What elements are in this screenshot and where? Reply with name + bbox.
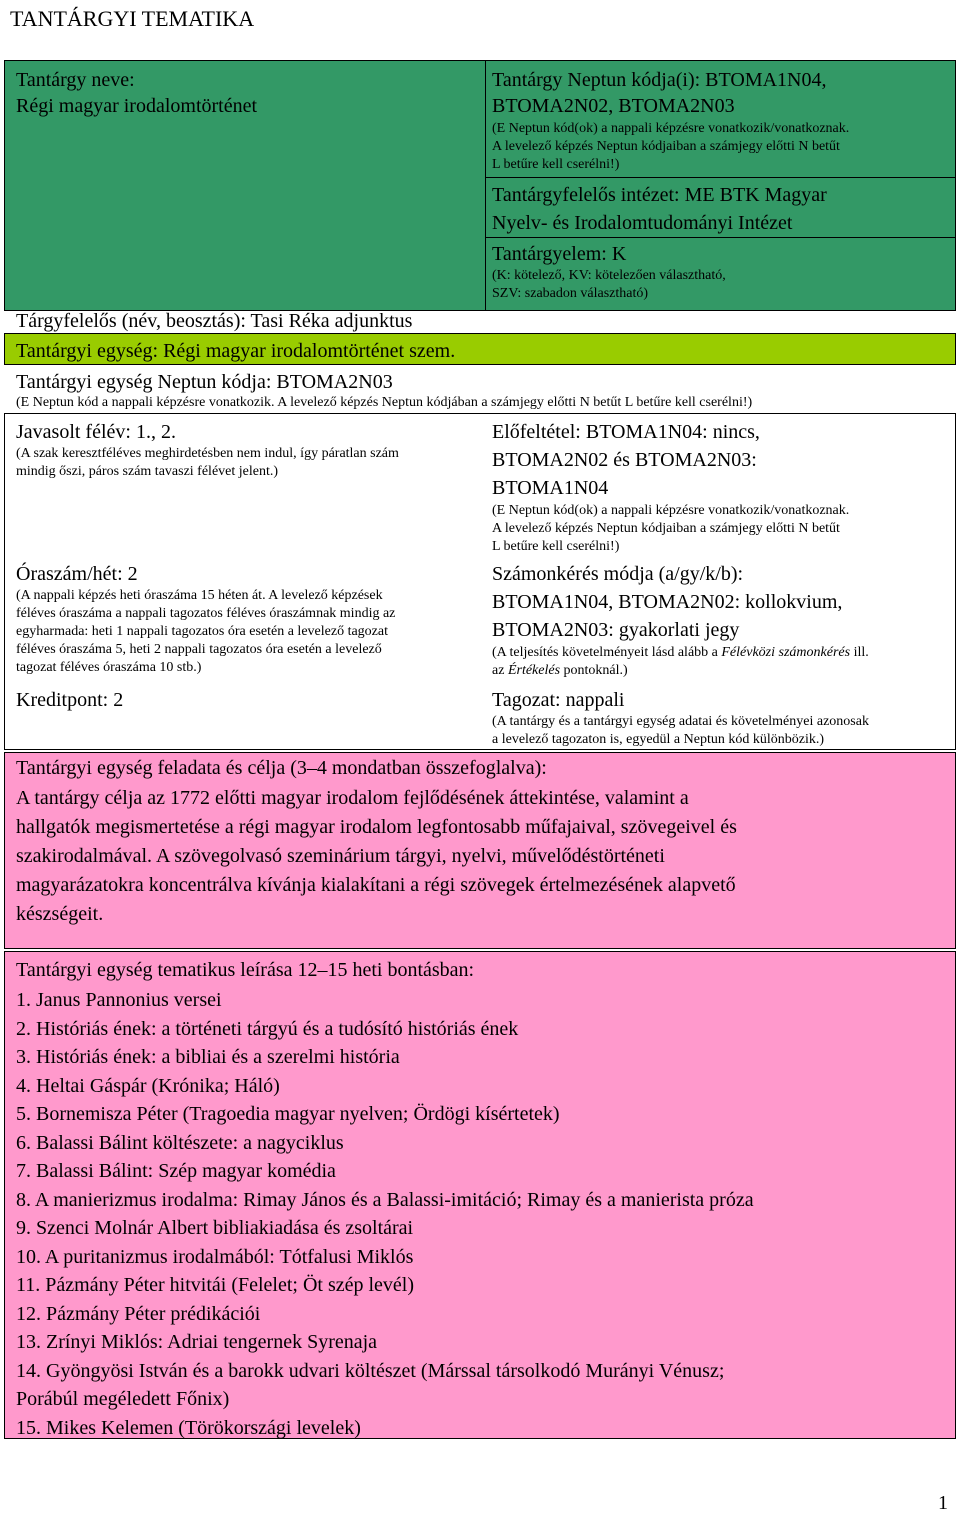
- topic-item: Porábúl megéledett Főnix): [16, 1388, 230, 1410]
- topic-item: 3. Históriás ének: a bibliai és a szerelmi história: [16, 1046, 400, 1068]
- credit-points: Kreditpont: 2: [16, 689, 124, 711]
- assessment-note1-emphasis: Félévközi számonkérés: [721, 645, 851, 660]
- goal-text-line: A tantárgy célja az 1772 előtti magyar irodalom fejlődésének áttekintése, valamint a: [16, 787, 689, 809]
- document-title: TANTÁRGYI TEMATIKA: [10, 6, 255, 31]
- topic-item: 9. Szenci Molnár Albert bibliakiadása és zsoltárai: [16, 1217, 414, 1239]
- goal-text-line: készségeit.: [16, 903, 104, 925]
- topic-item: 1. Janus Pannonius versei: [16, 989, 222, 1011]
- weekly-hours-note1: (A nappali képzés heti óraszáma 15 héten át. A levelező képzések: [16, 588, 383, 603]
- weekly-hours-note3: egyharmada: heti 1 nappali tagozatos óra esetén a levelező tagozat: [16, 624, 388, 639]
- prerequisite-note3: L betűre kell cserélni!): [492, 539, 620, 554]
- assessment-line1: Számonkérés módja (a/gy/k/b):: [492, 563, 744, 585]
- topic-item: 4. Heltai Gáspár (Krónika; Háló): [16, 1074, 280, 1097]
- course-unit-code-note: (E Neptun kód a nappali képzésre vonatkozik. A levelező képzés Neptun kódjában a számjegy előtti N betűt L betűre kell cserélni!): [16, 395, 753, 410]
- subject-element-note1: (K: kötelező, KV: kötelezően választható,: [492, 268, 726, 283]
- neptun-code-line1: Tantárgy Neptun kódja(i): BTOMA1N04,: [492, 69, 827, 91]
- goal-text-line: szakirodalmával. A szövegolvasó szeminárium tárgyi, nyelvi, művelődéstörténeti: [16, 845, 665, 867]
- assessment-note2-a: az: [492, 663, 508, 678]
- topics-list: [16, 986, 754, 1442]
- prerequisite-line3: BTOMA1N04: [492, 477, 609, 499]
- assessment-note2: [492, 663, 628, 679]
- semester-note1: (A szak keresztféléves meghirdetésben nem indul, így páratlan szám: [16, 446, 399, 461]
- subject-name-label: Tantárgy neve:: [16, 69, 135, 91]
- assessment-line2: BTOMA1N04, BTOMA2N02: kollokvium,: [492, 591, 843, 613]
- semester-note2: mindig őszi, páros szám tavaszi félévet jelent.): [16, 464, 279, 479]
- study-mode: Tagozat: nappali: [492, 689, 625, 711]
- goal-text-line: magyarázatokra koncentrálva kívánja kialakítani a régi szövegek értelmezésének alapvető: [16, 874, 736, 896]
- topic-item: 13. Zrínyi Miklós: Adriai tengernek Syrenaja: [16, 1331, 378, 1353]
- topic-item: 2. Históriás ének: a történeti tárgyú és a tudósító históriás ének: [16, 1017, 519, 1040]
- header-divider: [485, 60, 486, 311]
- prerequisite-note2: A levelező képzés Neptun kódjaiban a számjegy előtti N betűt: [492, 521, 840, 536]
- neptun-code-line2: BTOMA2N02, BTOMA2N03: [492, 95, 735, 117]
- goal-text: [16, 784, 737, 929]
- topic-item: 15. Mikes Kelemen (Törökországi levelek): [16, 1416, 361, 1439]
- responsible-person: Tárgyfelelős (név, beosztás): Tasi Réka adjunktus: [16, 310, 413, 332]
- institute-line2: Nyelv- és Irodalomtudományi Intézet: [492, 212, 793, 234]
- topic-item: 6. Balassi Bálint költészete: a nagyciklus: [16, 1131, 344, 1154]
- assessment-note1: [492, 645, 869, 661]
- weekly-hours-note5: tagozat féléves óraszáma 10 stb.): [16, 660, 202, 675]
- course-unit-code: Tantárgyi egység Neptun kódja: BTOMA2N03: [16, 371, 393, 393]
- topic-item: 14. Gyöngyösi István és a barokk udvari költészet (Márssal társolkodó Murányi Vénusz;: [16, 1359, 725, 1382]
- goal-heading: Tantárgyi egység feladata és célja (3–4 mondatban összefoglalva):: [16, 757, 547, 779]
- neptun-code-note1: (E Neptun kód(ok) a nappali képzésre vonatkozik/vonatkoznak.: [492, 121, 850, 136]
- neptun-code-note3: L betűre kell cserélni!): [492, 157, 620, 172]
- topic-item: 11. Pázmány Péter hitvitái (Felelet; Öt szép levél): [16, 1274, 415, 1296]
- assessment-note1-b: ill.: [850, 645, 869, 660]
- suggested-semester: Javasolt félév: 1., 2.: [16, 421, 176, 443]
- assessment-line3: BTOMA2N03: gyakorlati jegy: [492, 619, 740, 641]
- course-unit: Tantárgyi egység: Régi magyar irodalomtörténet szem.: [16, 340, 456, 362]
- topic-item: 12. Pázmány Péter prédikációi: [16, 1302, 261, 1325]
- topic-item: 5. Bornemisza Péter (Tragoedia magyar nyelven; Ördögi kísértetek): [16, 1103, 560, 1125]
- header-rule-2: [485, 237, 956, 238]
- topic-item: 8. A manierizmus irodalma: Rimay János és a Balassi-imitáció; Rimay és a manierista próza: [16, 1188, 754, 1211]
- topics-heading: Tantárgyi egység tematikus leírása 12–15 heti bontásban:: [16, 959, 475, 981]
- study-mode-note2: a levelező tagozaton is, egyedül a Neptun kód különbözik.): [492, 732, 825, 747]
- assessment-note2-emphasis: Értékelés: [507, 663, 561, 678]
- header-rule-1: [485, 177, 956, 178]
- weekly-hours-note4: féléves óraszáma 5, heti 2 nappali tagozatos óra esetén a levelező: [16, 642, 382, 657]
- prerequisite-note1: (E Neptun kód(ok) a nappali képzésre vonatkozik/vonatkoznak.: [492, 503, 850, 518]
- topic-item: 10. A puritanizmus irodalmából: Tótfalusi Miklós: [16, 1245, 414, 1268]
- prerequisite-line1: Előfeltétel: BTOMA1N04: nincs,: [492, 421, 760, 443]
- neptun-code-note2: A levelező képzés Neptun kódjaiban a számjegy előtti N betűt: [492, 139, 840, 154]
- assessment-note1-a: (A teljesítés követelményeit lásd alább a: [492, 645, 722, 660]
- assessment-note2-b: pontoknál.): [560, 663, 628, 678]
- weekly-hours: Óraszám/hét: 2: [16, 563, 138, 585]
- page-number: 1: [938, 1492, 948, 1514]
- institute-line1: Tantárgyfelelős intézet: ME BTK Magyar: [492, 184, 827, 206]
- prerequisite-line2: BTOMA2N02 és BTOMA2N03:: [492, 449, 757, 471]
- study-mode-note1: (A tantárgy és a tantárgyi egység adatai és követelményei azonosak: [492, 714, 869, 729]
- weekly-hours-note2: féléves óraszáma a nappali tagozatos féléves óraszámnak mindig az: [16, 606, 396, 621]
- subject-element-note2: SZV: szabadon választható): [492, 286, 649, 301]
- goal-text-line: hallgatók megismertetése a régi magyar irodalom legfontosabb műfajaival, szövegeivel és: [16, 816, 737, 838]
- subject-element: Tantárgyelem: K: [492, 243, 627, 265]
- subject-name-value: Régi magyar irodalomtörténet: [16, 95, 258, 117]
- topic-item: 7. Balassi Bálint: Szép magyar komédia: [16, 1160, 336, 1182]
